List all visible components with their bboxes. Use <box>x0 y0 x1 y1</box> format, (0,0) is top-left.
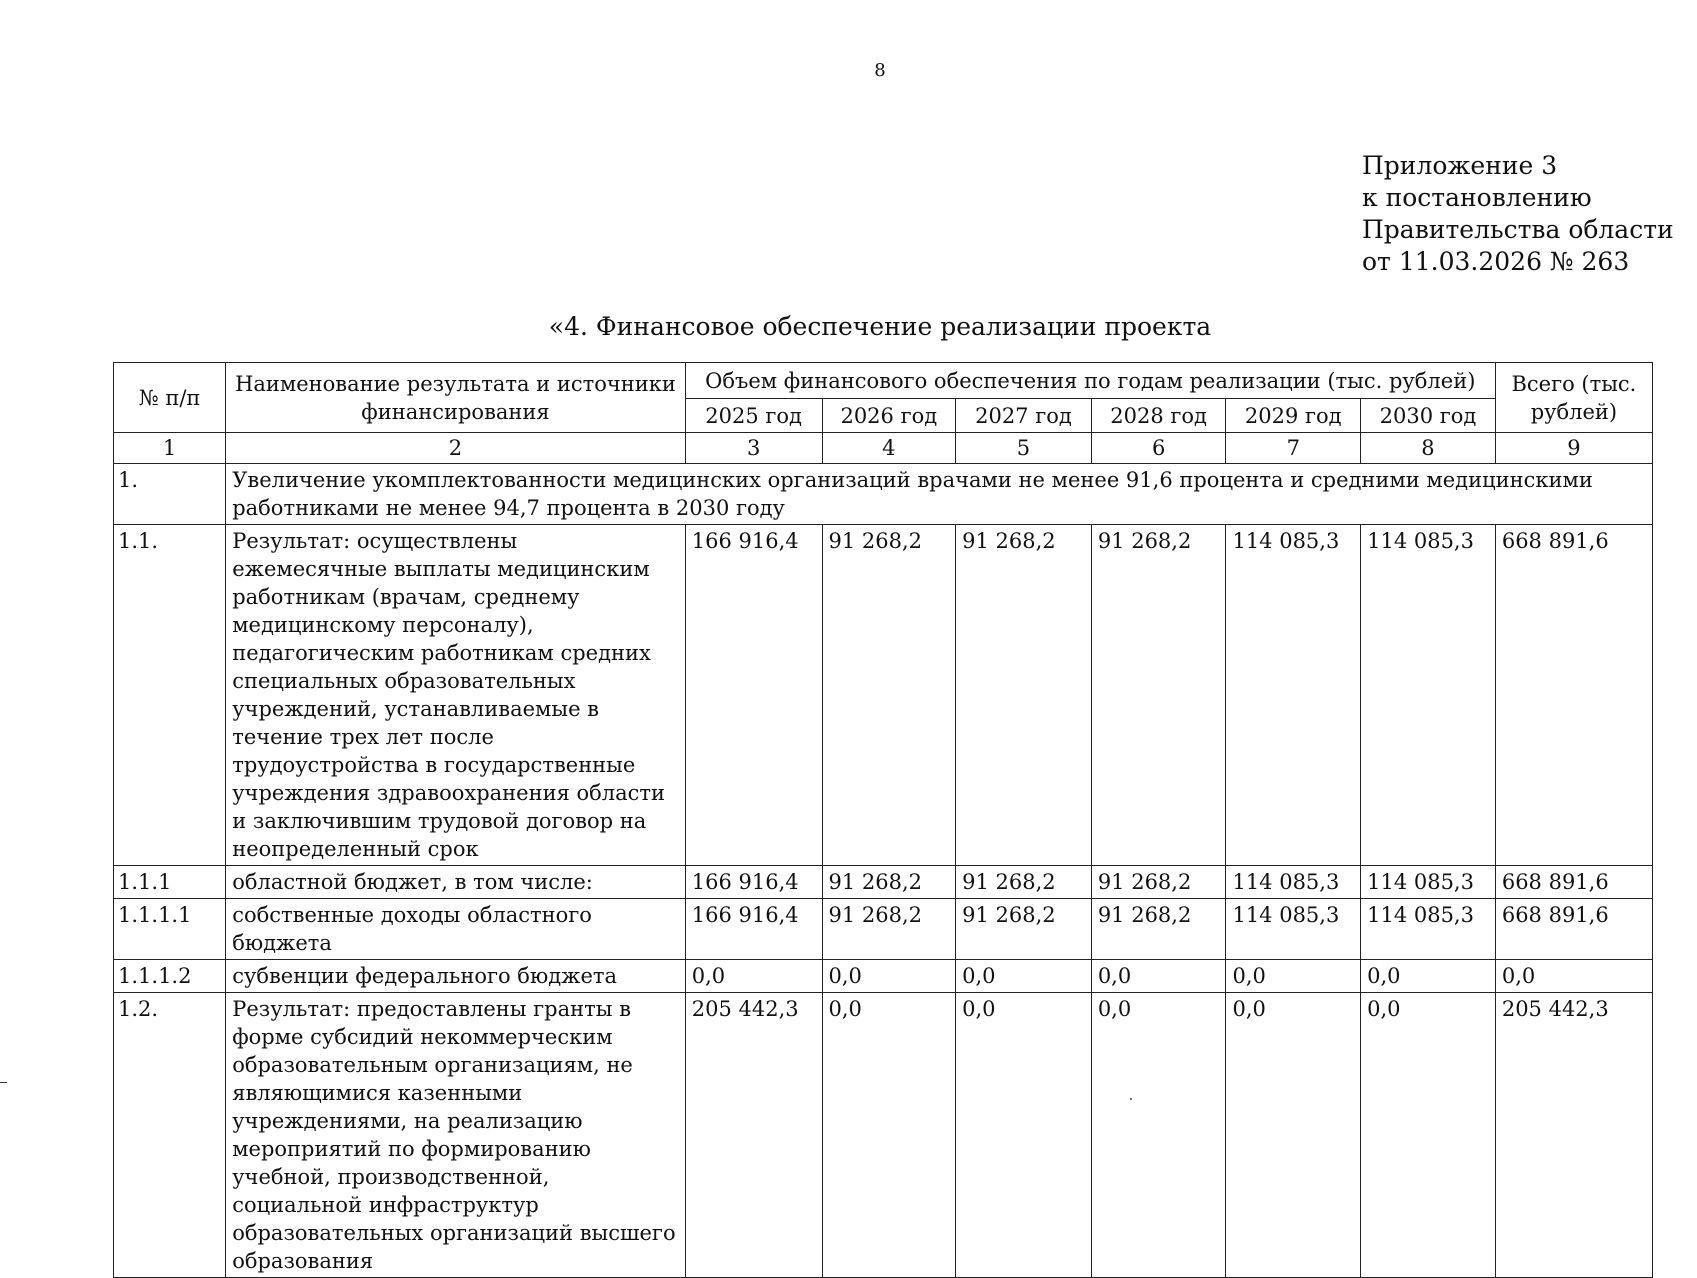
column-number-row <box>114 433 1653 464</box>
row-value: 114 085,3 <box>1361 866 1496 899</box>
header-year: 2029 год <box>1226 399 1361 433</box>
row-num: 1. <box>114 464 226 525</box>
row-value: 668 891,6 <box>1495 899 1652 960</box>
table-row <box>114 899 1653 960</box>
row-num: 1.1. <box>114 525 226 866</box>
row-value: 0,0 <box>1226 960 1361 993</box>
header-year: 2027 год <box>956 399 1092 433</box>
header-name: Наименование результата и источники финансирования <box>226 363 686 433</box>
row-value: 0,0 <box>1495 960 1652 993</box>
row-value: 0,0 <box>822 960 956 993</box>
row-value: 0,0 <box>822 993 956 1278</box>
row-value: 0,0 <box>1091 993 1226 1278</box>
header-year: 2030 год <box>1361 399 1496 433</box>
row-value: 114 085,3 <box>1361 899 1496 960</box>
row-value: 205 442,3 <box>685 993 822 1278</box>
row-name: субвенции федерального бюджета <box>226 960 686 993</box>
column-number: 6 <box>1091 433 1226 464</box>
header-year: 2026 год <box>822 399 956 433</box>
row-value: 91 268,2 <box>822 866 956 899</box>
appendix-note <box>1362 150 1674 278</box>
row-value: 114 085,3 <box>1226 525 1361 866</box>
table-row <box>114 525 1653 866</box>
row-value: 91 268,2 <box>956 899 1092 960</box>
row-value: 166 916,4 <box>685 866 822 899</box>
row-value: 114 085,3 <box>1226 866 1361 899</box>
row-value: 91 268,2 <box>1091 899 1226 960</box>
row-value: 0,0 <box>1361 960 1496 993</box>
row-value: 205 442,3 <box>1495 993 1652 1278</box>
row-name: Результат: предоставлены гранты в форме субсидий некоммерческим образовательным организациям, не являющимися казенными учреждениями, на реализацию мероприятий по формированию учебной, производственной, социальной инфраструктур образовательных организаций высшего образования <box>226 993 686 1278</box>
page-number: 8 <box>874 60 886 81</box>
table-row <box>114 993 1653 1278</box>
row-value: 91 268,2 <box>956 525 1092 866</box>
row-value: 114 085,3 <box>1361 525 1496 866</box>
scan-dot <box>1130 1098 1132 1100</box>
row-name: Результат: осуществлены ежемесячные выплаты медицинским работникам (врачам, среднему медицинскому персоналу), педагогическим работникам средних специальных образовательных учреждений, устанавливаемые в течение трех лет после трудоустройства в государственные учреждения здравоохранения области и заключившим трудовой договор на неопределенный срок <box>226 525 686 866</box>
row-name: собственные доходы областного бюджета <box>226 899 686 960</box>
column-number: 1 <box>114 433 226 464</box>
row-value: 668 891,6 <box>1495 525 1652 866</box>
column-number: 4 <box>822 433 956 464</box>
row-num: 1.1.1 <box>114 866 226 899</box>
row-value: 91 268,2 <box>956 866 1092 899</box>
row-value: 91 268,2 <box>822 525 956 866</box>
header-year: 2025 год <box>685 399 822 433</box>
scan-edge-mark <box>0 1082 7 1083</box>
column-number: 2 <box>226 433 686 464</box>
row-name: областной бюджет, в том числе: <box>226 866 686 899</box>
appendix-line: от 11.03.2026 № 263 <box>1362 247 1630 276</box>
row-value: 91 268,2 <box>1091 866 1226 899</box>
table-row <box>114 960 1653 993</box>
row-value: 166 916,4 <box>685 525 822 866</box>
row-value: 0,0 <box>956 960 1092 993</box>
row-value: 91 268,2 <box>822 899 956 960</box>
header-num: № п/п <box>114 363 226 433</box>
row-value: 0,0 <box>1226 993 1361 1278</box>
header-total: Всего (тыс. рублей) <box>1495 363 1652 433</box>
section-text: Увеличение укомплектованности медицинских организаций врачами не менее 91,6 процента и средними медицинскими работниками не менее 94,7 процента в 2030 году <box>226 464 1653 525</box>
row-value: 0,0 <box>1091 960 1226 993</box>
table-row <box>114 866 1653 899</box>
row-num: 1.1.1.1 <box>114 899 226 960</box>
appendix-line: Приложение 3 <box>1362 151 1558 180</box>
column-number: 7 <box>1226 433 1361 464</box>
column-number: 3 <box>685 433 822 464</box>
row-value: 0,0 <box>685 960 822 993</box>
row-value: 166 916,4 <box>685 899 822 960</box>
row-value: 91 268,2 <box>1091 525 1226 866</box>
header-year: 2028 год <box>1091 399 1226 433</box>
appendix-line: к постановлению <box>1362 183 1592 212</box>
column-number: 9 <box>1495 433 1652 464</box>
header-volume: Объем финансового обеспечения по годам реализации (тыс. рублей) <box>685 363 1495 399</box>
row-value: 0,0 <box>1361 993 1496 1278</box>
column-number: 8 <box>1361 433 1496 464</box>
row-value: 0,0 <box>956 993 1092 1278</box>
financing-table <box>113 362 1653 1278</box>
column-number: 5 <box>956 433 1092 464</box>
document-title: «4. Финансовое обеспечение реализации проекта <box>548 312 1212 341</box>
row-value: 668 891,6 <box>1495 866 1652 899</box>
appendix-line: Правительства области <box>1362 215 1674 244</box>
row-value: 114 085,3 <box>1226 899 1361 960</box>
row-num: 1.1.1.2 <box>114 960 226 993</box>
row-num: 1.2. <box>114 993 226 1278</box>
section-row <box>114 464 1653 525</box>
